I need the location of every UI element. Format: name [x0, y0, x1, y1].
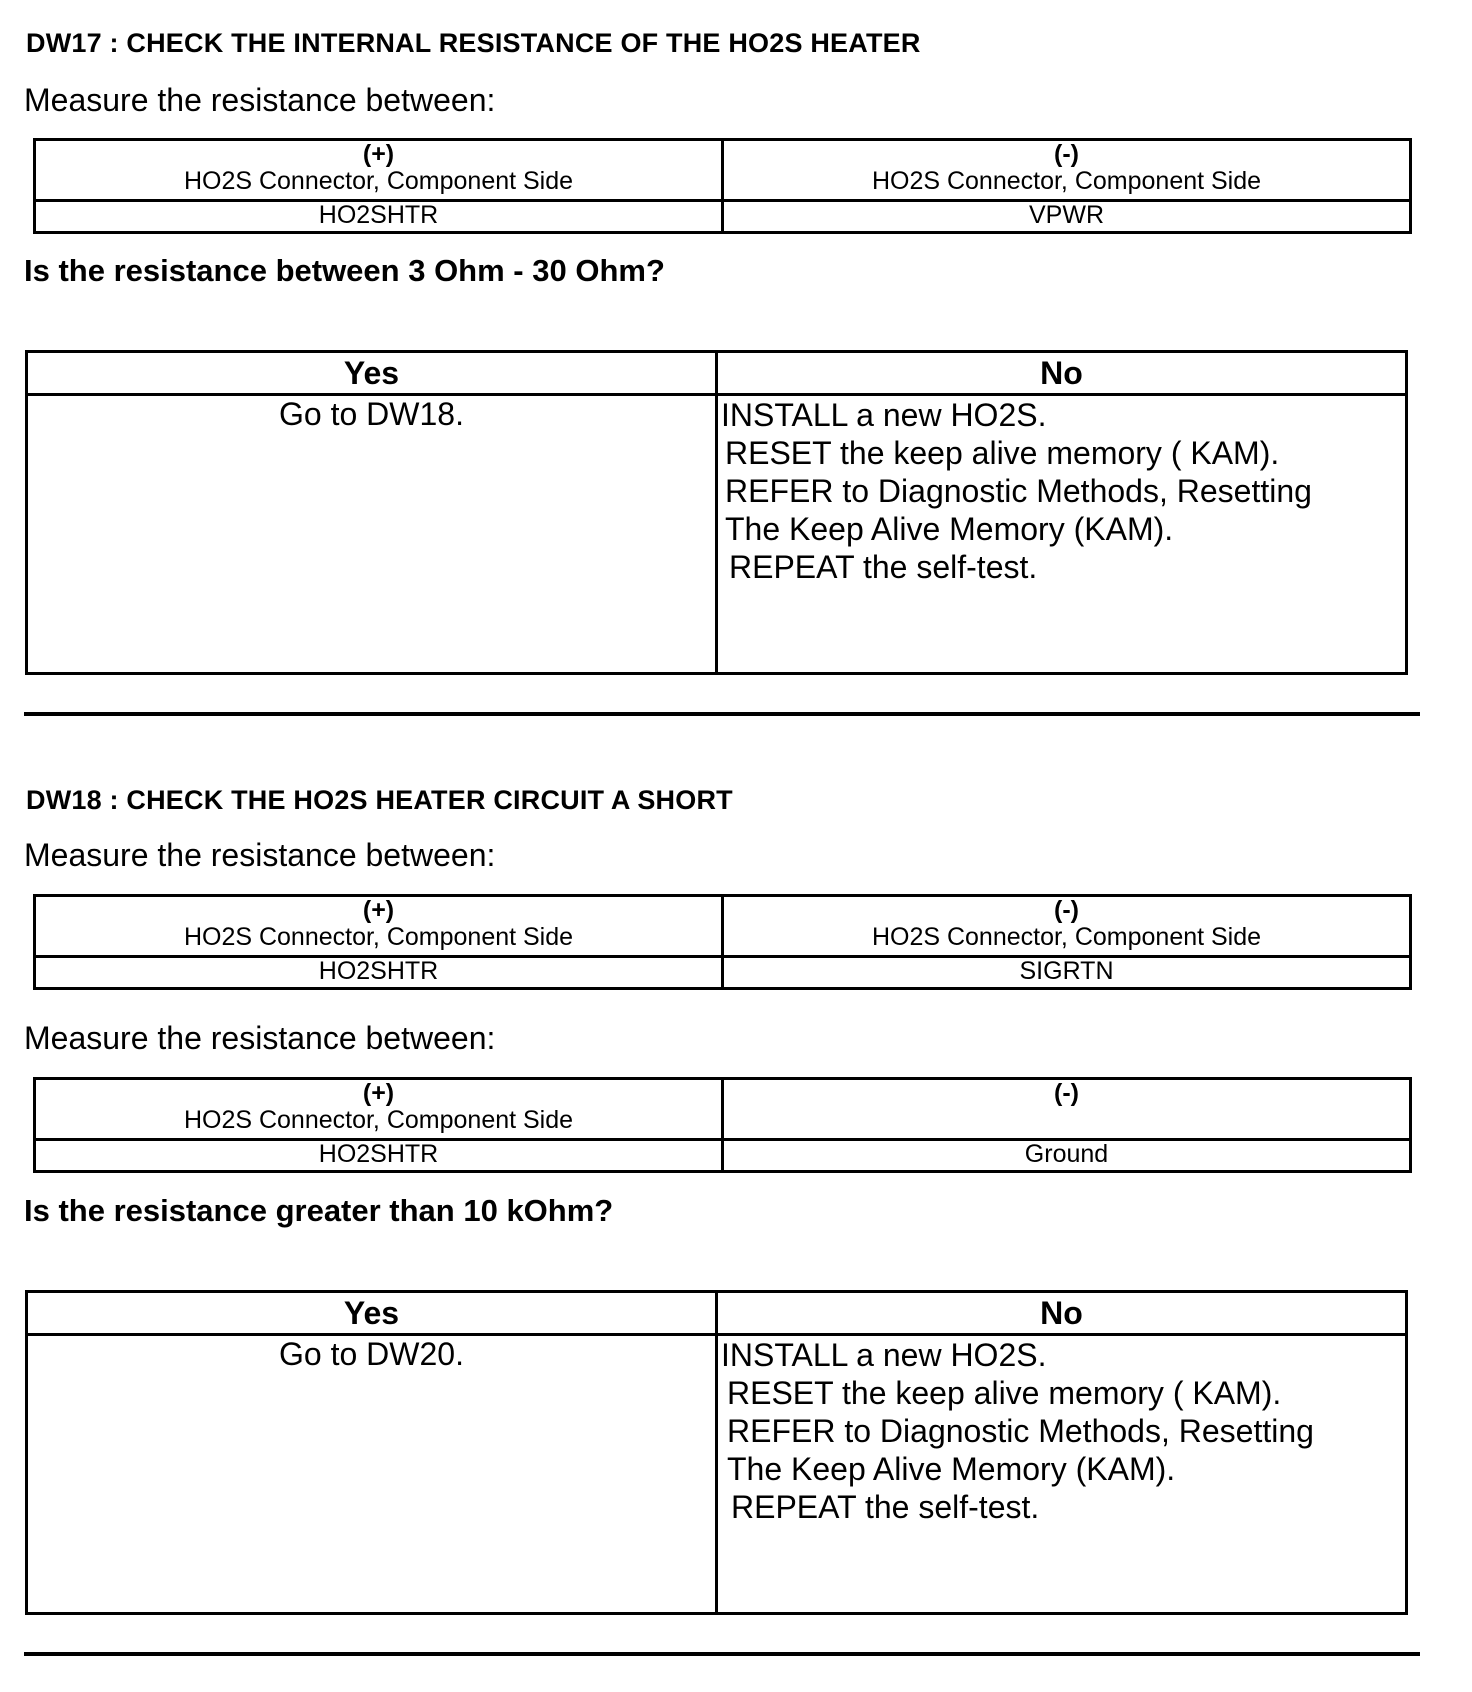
no-line: RESET the keep alive memory ( KAM).: [725, 435, 1280, 471]
plus-sign: (+): [362, 140, 395, 168]
dw18-plus-value-1: HO2SHTR: [35, 957, 723, 989]
dw18-question: Is the resistance greater than 10 kOhm?: [24, 1193, 614, 1228]
plus-label: HO2S Connector, Component Side: [183, 923, 574, 951]
dw17-plus-value: HO2SHTR: [35, 201, 723, 233]
dw17-minus-header: [723, 140, 1411, 201]
no-line: REPEAT the self-test.: [731, 1489, 1040, 1525]
dw18-plus-value-2: HO2SHTR: [35, 1140, 723, 1172]
dw18-plus-header-2: [35, 1079, 723, 1140]
no-line: The Keep Alive Memory (KAM).: [725, 511, 1174, 547]
minus-sign: (-): [1054, 896, 1079, 924]
no-line: RESET the keep alive memory ( KAM).: [727, 1375, 1282, 1411]
dw17-yes-action: Go to DW18.: [27, 395, 717, 674]
minus-sign: (-): [1054, 1079, 1079, 1107]
dw17-instruction: Measure the resistance between:: [24, 82, 496, 118]
minus-label: HO2S Connector, Component Side: [871, 923, 1262, 951]
no-line: REFER to Diagnostic Methods, Resetting: [727, 1413, 1314, 1449]
no-line: INSTALL a new HO2S.: [721, 1337, 1047, 1373]
dw18-result-table: [25, 1290, 1408, 1615]
dw18-no-header: No: [717, 1292, 1407, 1335]
dw18-title: DW18 : CHECK THE HO2S HEATER CIRCUIT A SHORT: [26, 785, 733, 815]
no-line: The Keep Alive Memory (KAM).: [727, 1451, 1176, 1487]
dw17-yes-header: Yes: [27, 352, 717, 395]
dw17-minus-value: VPWR: [723, 201, 1411, 233]
dw18-minus-header-2: [723, 1079, 1411, 1140]
dw18-no-action: [717, 1335, 1407, 1614]
no-line: REPEAT the self-test.: [729, 549, 1038, 585]
dw18-yes-action: Go to DW20.: [27, 1335, 717, 1614]
dw17-measurement-table: [33, 138, 1412, 234]
dw17-plus-header: [35, 140, 723, 201]
no-line: INSTALL a new HO2S.: [721, 397, 1047, 433]
section-divider: [24, 1652, 1420, 1656]
section-divider: [24, 712, 1420, 716]
dw18-measurement-table-2: [33, 1077, 1412, 1173]
dw18-instruction-1: Measure the resistance between:: [24, 837, 496, 873]
dw17-no-action: [717, 395, 1407, 674]
plus-sign: (+): [362, 896, 395, 924]
plus-label: HO2S Connector, Component Side: [183, 167, 574, 195]
dw17-title: DW17 : CHECK THE INTERNAL RESISTANCE OF THE HO2S HEATER: [26, 28, 921, 58]
plus-label: HO2S Connector, Component Side: [183, 1106, 574, 1134]
plus-sign: (+): [362, 1079, 395, 1107]
dw17-result-table: [25, 350, 1408, 675]
dw18-instruction-2: Measure the resistance between:: [24, 1020, 496, 1056]
dw17-question: Is the resistance between 3 Ohm - 30 Ohm?: [24, 253, 665, 288]
dw18-minus-value-2: Ground: [723, 1140, 1411, 1172]
dw18-minus-value-1: SIGRTN: [723, 957, 1411, 989]
dw18-minus-header-1: [723, 896, 1411, 957]
minus-label: HO2S Connector, Component Side: [871, 167, 1262, 195]
dw17-no-header: No: [717, 352, 1407, 395]
dw18-plus-header-1: [35, 896, 723, 957]
no-line: REFER to Diagnostic Methods, Resetting: [725, 473, 1312, 509]
dw18-measurement-table-1: [33, 894, 1412, 990]
minus-sign: (-): [1054, 140, 1079, 168]
dw18-yes-header: Yes: [27, 1292, 717, 1335]
